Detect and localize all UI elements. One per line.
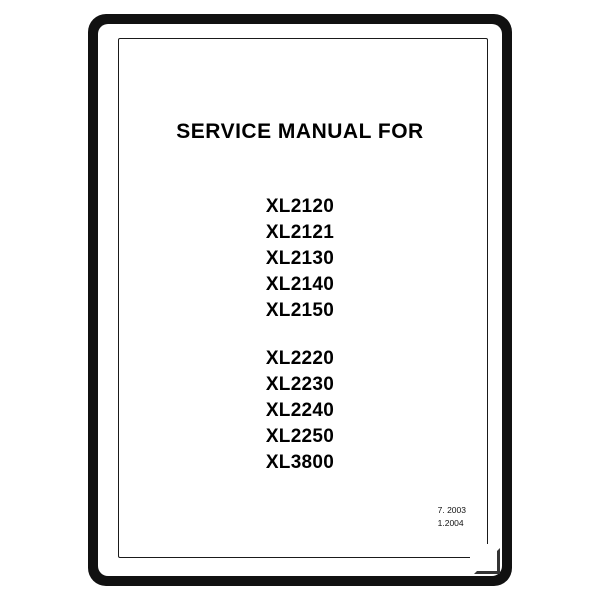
model-group-1 <box>98 194 502 324</box>
page-border <box>88 14 512 586</box>
page-content <box>98 24 502 576</box>
list-item: XL3800 <box>265 452 335 473</box>
list-item: XL2120 <box>265 196 335 217</box>
list-item: XL2230 <box>265 374 335 395</box>
list-item: XL2121 <box>265 222 335 243</box>
list-item: XL2220 <box>265 348 335 369</box>
list-item: XL2140 <box>265 274 335 295</box>
list-item: XL2250 <box>265 426 335 447</box>
model-number-list <box>98 194 502 476</box>
footer-date-primary: 7. 2003 <box>437 505 466 515</box>
footer-dates <box>438 504 466 530</box>
list-item: XL2240 <box>265 400 335 421</box>
page-corner-fold <box>470 544 500 574</box>
model-group-2 <box>98 346 502 476</box>
footer-date-secondary: 1.2004 <box>437 518 464 528</box>
page-title: SERVICE MANUAL FOR <box>176 120 424 143</box>
list-item: XL2130 <box>265 248 335 269</box>
page-surface <box>98 24 502 576</box>
list-item: XL2150 <box>265 300 335 321</box>
